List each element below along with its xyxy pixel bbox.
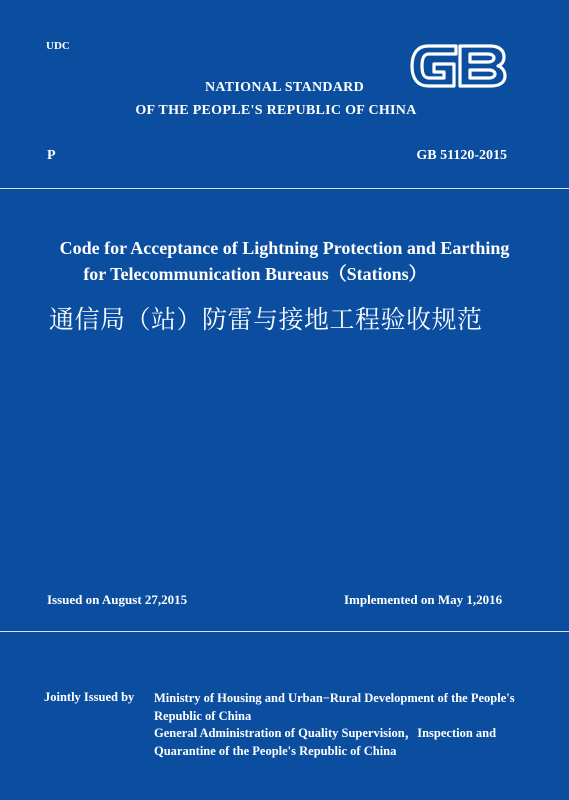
implemented-date: Implemented on May 1,2016 <box>344 592 503 607</box>
issued-date: Issued on August 27,2015 <box>47 592 188 607</box>
issuer-line: Republic of China <box>154 708 252 723</box>
national-standard-subheading: OF THE PEOPLE'S REPUBLIC OF CHINA <box>135 103 417 118</box>
issuer-line: Quarantine of the People's Republic of China <box>154 743 397 758</box>
issuer-line: Ministry of Housing and Urban−Rural Development of the People's <box>154 691 515 705</box>
national-standard-heading: NATIONAL STANDARD <box>205 80 364 95</box>
top-divider <box>0 188 569 189</box>
jointly-issued-label: Jointly Issued by <box>44 690 135 704</box>
bottom-divider <box>0 631 569 632</box>
chinese-title: 通信局（站）防雷与接地工程验收规范 <box>49 305 483 334</box>
issuer-line: General Administration of Quality Supervision，Inspection and <box>154 726 497 740</box>
udc-label: UDC <box>46 40 70 52</box>
english-title-line2: for Telecommunication Bureaus（Stations） <box>83 264 427 284</box>
english-title-line1: Code for Acceptance of Lightning Protection and Earthing <box>59 238 510 258</box>
classification-code: P <box>47 148 56 163</box>
issuers-list <box>154 690 554 760</box>
standard-number: GB 51120-2015 <box>416 148 507 163</box>
